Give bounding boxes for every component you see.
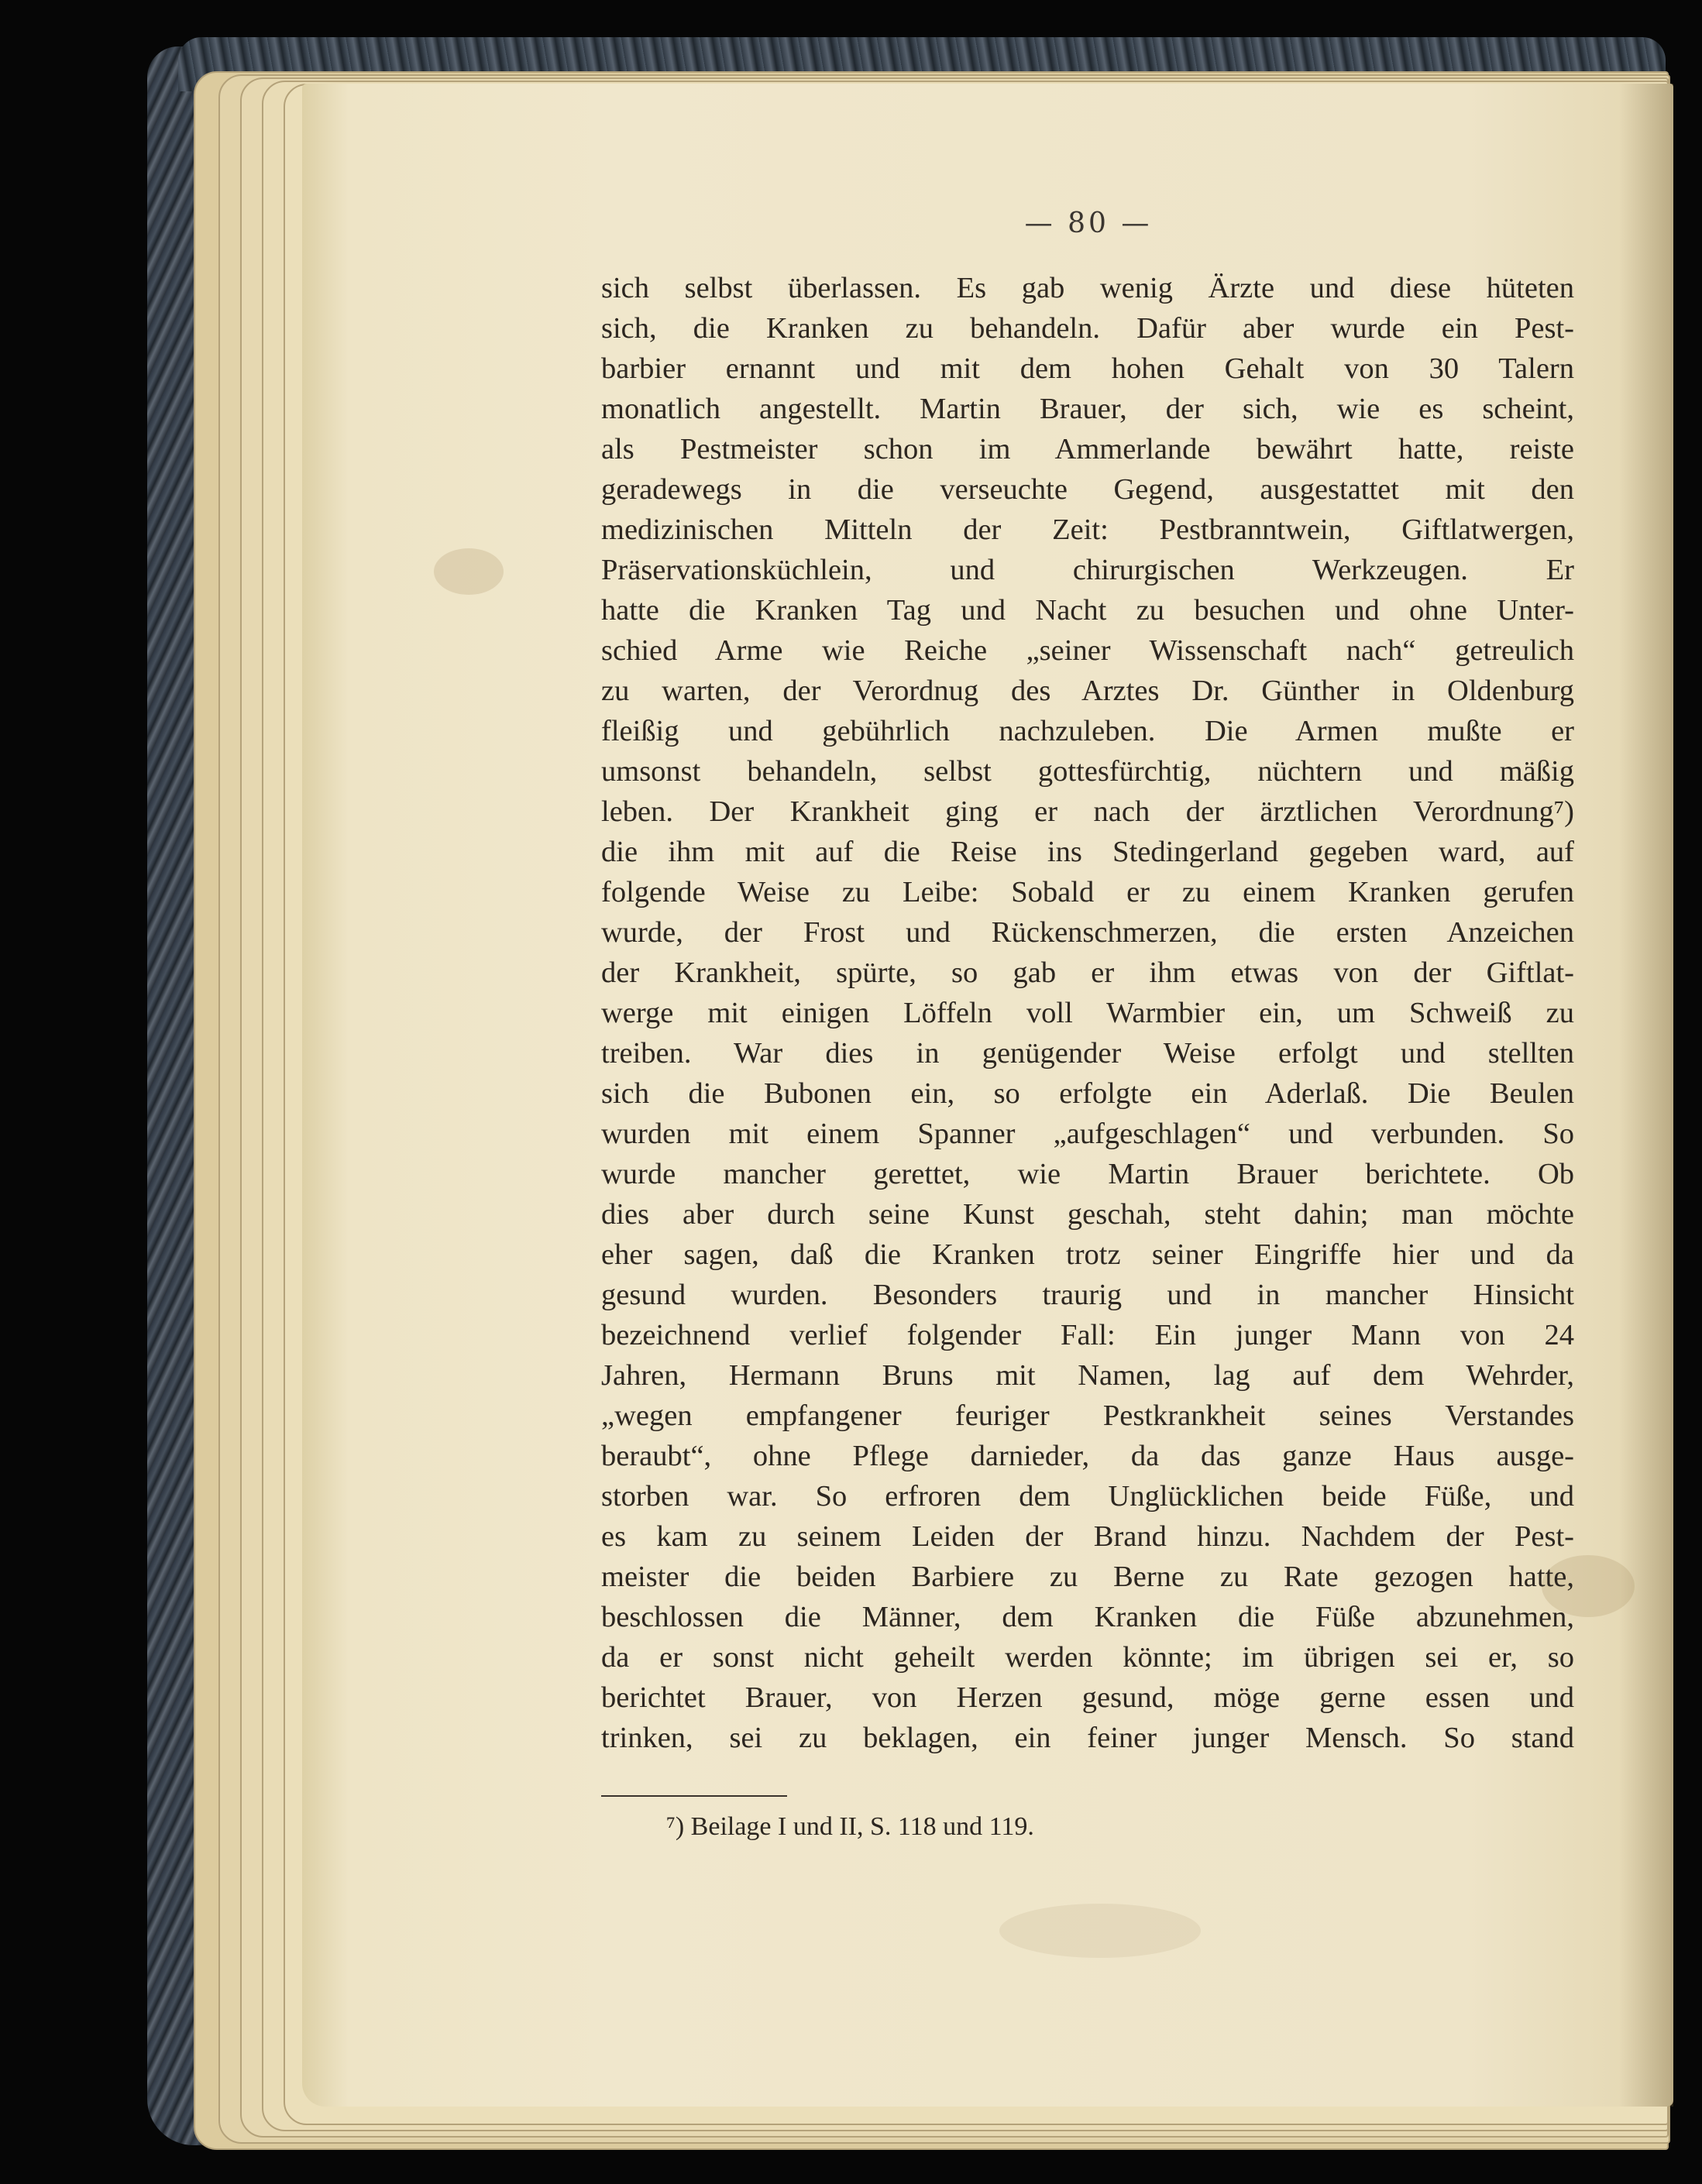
text-line: storben war. So erfroren dem Unglücklichen beide Füße, und [601, 1480, 1574, 1513]
footnote-separator [601, 1795, 787, 1797]
foxing-stain [434, 548, 504, 595]
text-line: trinken, sei zu beklagen, ein feiner junger Mensch. So stand [601, 1722, 1574, 1754]
text-line: leben. Der Krankheit ging er nach der ärztlichen Verordnung⁷) [601, 795, 1574, 828]
text-line: als Pestmeister schon im Ammerlande bewährt hatte, reiste [601, 433, 1574, 465]
body-text [601, 268, 1574, 1758]
text-line: treiben. War dies in genügender Weise erfolgt und stellten [601, 1037, 1574, 1070]
text-line: da er sonst nicht geheilt werden könnte; im übrigen sei er, so [601, 1641, 1574, 1674]
text-line: die ihm mit auf die Reise ins Stedingerland gegeben ward, auf [601, 836, 1574, 868]
text-line: barbier ernannt und mit dem hohen Gehalt von 30 Talern [601, 352, 1574, 385]
text-line: dies aber durch seine Kunst geschah, steht dahin; man möchte [601, 1198, 1574, 1231]
text-line: es kam zu seinem Leiden der Brand hinzu. Nachdem der Pest- [601, 1520, 1574, 1553]
text-line: zu warten, der Verordnug des Arztes Dr. Günther in Oldenburg [601, 675, 1574, 707]
text-line: medizinischen Mitteln der Zeit: Pestbranntwein, Giftlatwergen, [601, 513, 1574, 546]
text-line: geradewegs in die verseuchte Gegend, ausgestattet mit den [601, 473, 1574, 506]
text-line: folgende Weise zu Leibe: Sobald er zu einem Kranken gerufen [601, 876, 1574, 908]
text-line: hatte die Kranken Tag und Nacht zu besuchen und ohne Unter- [601, 594, 1574, 627]
text-line: der Krankheit, spürte, so gab er ihm etwas von der Giftlat- [601, 956, 1574, 989]
gutter-shadow [1619, 84, 1673, 2107]
text-line: fleißig und gebührlich nachzuleben. Die Armen mußte er [601, 715, 1574, 747]
text-line: bezeichnend verlief folgender Fall: Ein junger Mann von 24 [601, 1319, 1574, 1351]
text-line: wurde, der Frost und Rückenschmerzen, die ersten Anzeichen [601, 916, 1574, 949]
text-line: „wegen empfangener feuriger Pestkrankheit seines Verstandes [601, 1399, 1574, 1432]
page-number: — 80 — [1024, 208, 1153, 239]
text-line: meister die beiden Barbiere zu Berne zu Rate gezogen hatte, [601, 1561, 1574, 1593]
text-line: wurde mancher gerettet, wie Martin Brauer berichtete. Ob [601, 1158, 1574, 1190]
text-line: monatlich angestellt. Martin Brauer, der sich, wie es scheint, [601, 393, 1574, 425]
text-line: sich selbst überlassen. Es gab wenig Ärzte und diese hüteten [601, 272, 1574, 304]
text-line: Jahren, Hermann Bruns mit Namen, lag auf dem Wehrder, [601, 1359, 1574, 1392]
text-line: beraubt“, ohne Pflege darnieder, da das ganze Haus ausge- [601, 1440, 1574, 1472]
text-line: werge mit einigen Löffeln voll Warmbier ein, um Schweiß zu [601, 997, 1574, 1029]
text-line: wurden mit einem Spanner „aufgeschlagen“ und verbunden. So [601, 1118, 1574, 1150]
text-line: gesund wurden. Besonders traurig und in mancher Hinsicht [601, 1279, 1574, 1311]
text-line: sich, die Kranken zu behandeln. Dafür aber wurde ein Pest- [601, 312, 1574, 345]
text-line: berichtet Brauer, von Herzen gesund, möge gerne essen und [601, 1681, 1574, 1714]
text-line: beschlossen die Männer, dem Kranken die Füße abzunehmen, [601, 1601, 1574, 1633]
foxing-stain [999, 1904, 1201, 1958]
text-line: schied Arme wie Reiche „seiner Wissenschaft nach“ getreulich [601, 634, 1574, 667]
text-line: Präservationsküchlein, und chirurgischen Werkzeugen. Er [601, 554, 1574, 586]
text-line: sich die Bubonen ein, so erfolgte ein Aderlaß. Die Beulen [601, 1077, 1574, 1110]
text-line: eher sagen, daß die Kranken trotz seiner Eingriffe hier und da [601, 1238, 1574, 1271]
footnote: ⁷) Beilage I und II, S. 118 und 119. [666, 1812, 1034, 1841]
text-line: umsonst behandeln, selbst gottesfürchtig, nüchtern und mäßig [601, 755, 1574, 788]
